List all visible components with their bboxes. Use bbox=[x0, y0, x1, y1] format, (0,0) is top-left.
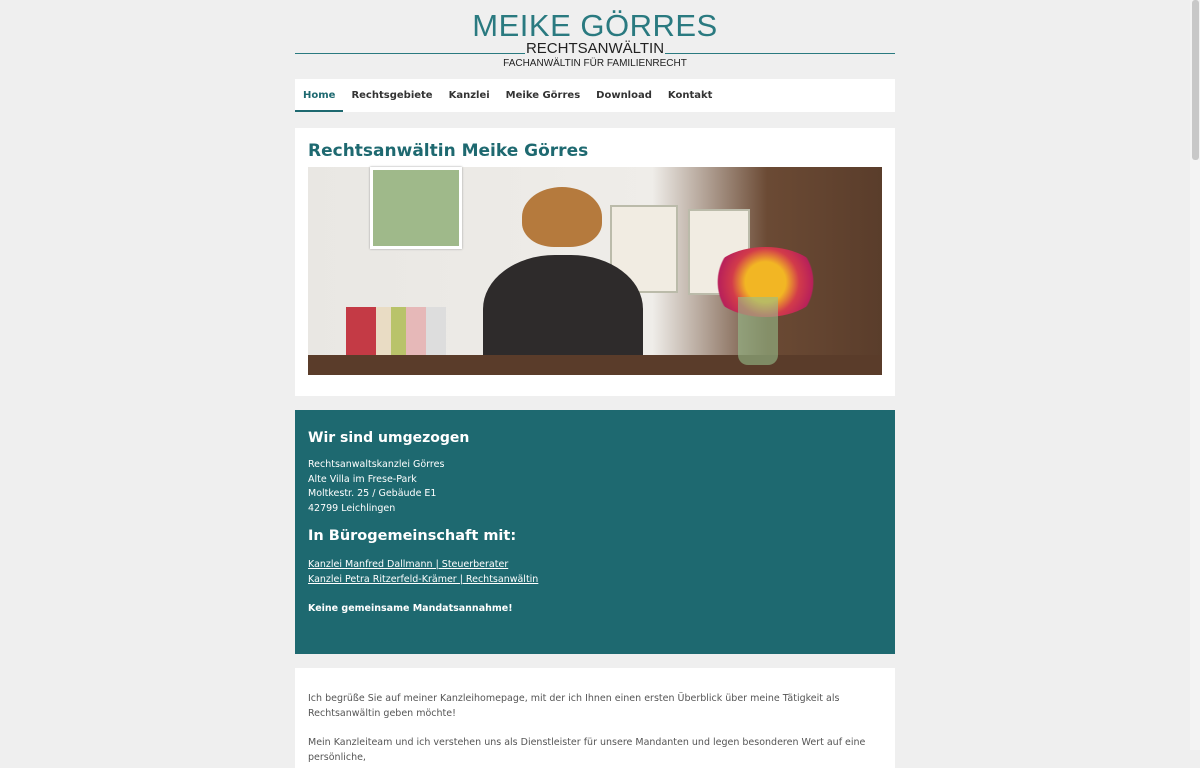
logo-subtitle: FACHANWÄLTIN FÜR FAMILIENRECHT bbox=[503, 58, 687, 69]
address-line: Rechtsanwaltskanzlei Görres bbox=[308, 459, 445, 470]
relocation-notice bbox=[295, 410, 895, 654]
address-line: 42799 Leichlingen bbox=[308, 502, 396, 514]
relocation-heading: Wir sind umgezogen bbox=[308, 430, 470, 446]
nav-kontakt[interactable]: Kontakt bbox=[667, 90, 713, 101]
main-nav bbox=[295, 79, 895, 112]
intro-section bbox=[295, 128, 895, 396]
welcome-section bbox=[295, 668, 895, 768]
logo-name: MEIKE GÖRRES bbox=[472, 8, 718, 43]
welcome-paragraph: Mein Kanzleiteam und ich verstehen uns als Dienstleister für unsere Mandanten und legen besonderen Wert auf eine persönliche, bbox=[308, 737, 866, 763]
address-line: Moltkestr. 25 / Gebäude E1 bbox=[308, 488, 437, 499]
office-photo bbox=[308, 167, 882, 375]
nav-download[interactable]: Download bbox=[596, 90, 652, 101]
page bbox=[295, 0, 895, 763]
partnership-heading: In Bürogemeinschaft mit: bbox=[308, 528, 517, 544]
welcome-paragraph: Ich begrüße Sie auf meiner Kanzleihomepage, mit der ich Ihnen einen ersten Überblick über meine Tätigkeit als Rechtsanwältin geben möchte! bbox=[308, 693, 840, 719]
scrollbar-thumb[interactable] bbox=[1192, 0, 1199, 160]
scrollbar[interactable] bbox=[1190, 0, 1200, 750]
logo[interactable] bbox=[295, 0, 895, 79]
nav-meike-goerres[interactable]: Meike Görres bbox=[505, 90, 581, 101]
address-line: Alte Villa im Frese-Park bbox=[308, 473, 417, 485]
nav-rechtsgebiete[interactable]: Rechtsgebiete bbox=[351, 90, 433, 101]
logo-title: RECHTSANWÄLTIN bbox=[525, 40, 665, 57]
nav-kanzlei[interactable]: Kanzlei bbox=[448, 90, 490, 101]
link-dallmann[interactable]: Kanzlei Manfred Dallmann | Steuerberater bbox=[308, 559, 509, 570]
nav-home[interactable]: Home bbox=[295, 79, 343, 112]
link-ritzerfeld-kraemer[interactable]: Kanzlei Petra Ritzerfeld-Krämer | Rechtsanwältin bbox=[308, 573, 539, 585]
page-title: Rechtsanwältin Meike Görres bbox=[308, 141, 589, 161]
mandate-note: Keine gemeinsame Mandatsannahme! bbox=[308, 603, 513, 614]
